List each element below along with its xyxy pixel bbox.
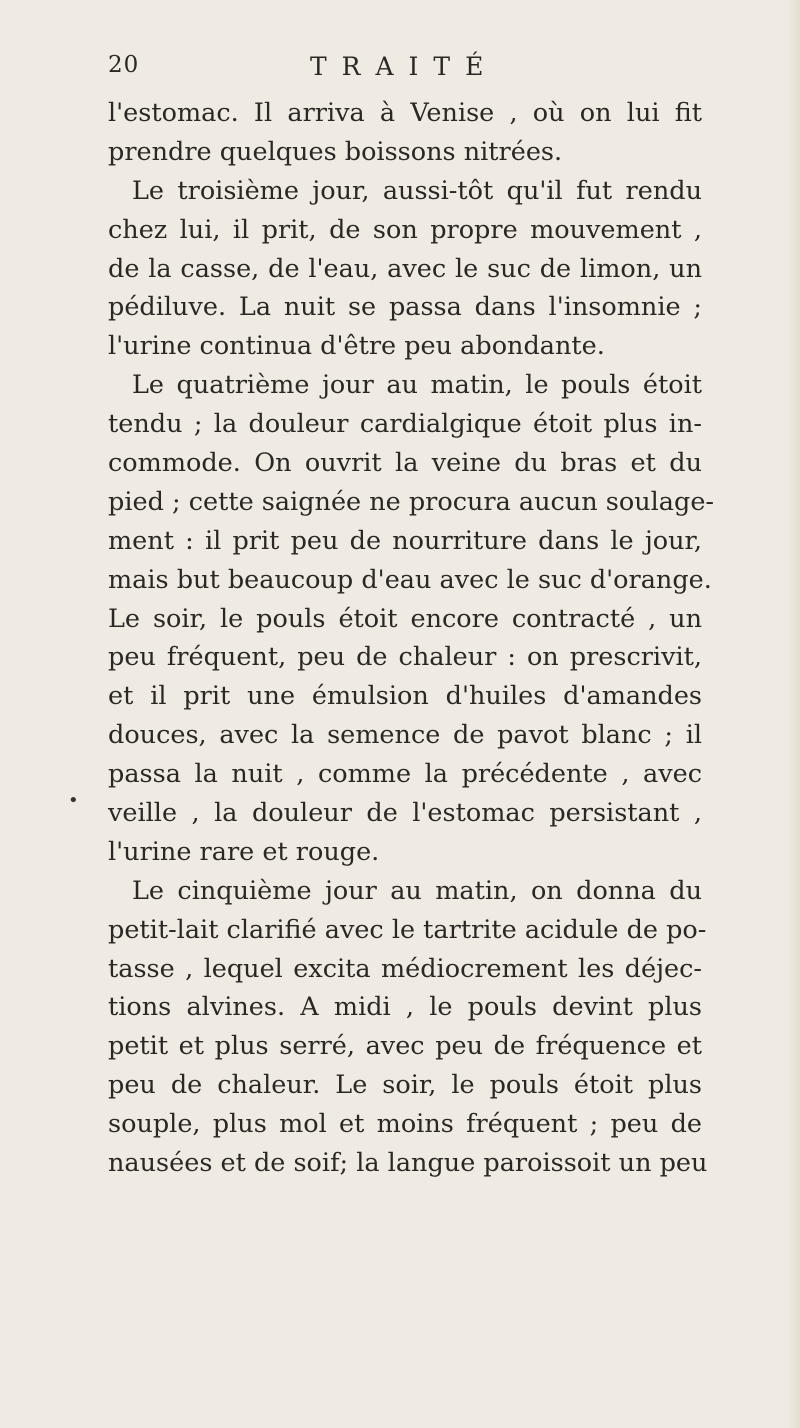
- margin-mark: •: [68, 790, 79, 811]
- page-number: 20: [108, 52, 140, 78]
- text-line: chez lui, il prit, de son propre mouvement ,: [108, 214, 702, 245]
- page-header: [108, 52, 698, 88]
- text-line: mais but beaucoup d'eau avec le suc d'orange.: [108, 564, 712, 595]
- text-line: ment : il prit peu de nourriture dans le jour,: [108, 525, 702, 556]
- text-line: petit-lait clarifié avec le tartrite acidule de po-: [108, 914, 707, 945]
- text-line: commode. On ouvrit la veine du bras et du: [108, 448, 702, 479]
- text-line: nausées et de soif; la langue paroissoit un peu: [108, 1148, 708, 1179]
- text-line: l'urine continua d'être peu abondante.: [108, 331, 605, 362]
- text-line: tions alvines. A midi , le pouls devint plus: [108, 992, 702, 1023]
- text-line: tasse , lequel excita médiocrement les déjec-: [108, 953, 702, 984]
- text-line: pédiluve. La nuit se passa dans l'insomnie ;: [108, 292, 702, 323]
- running-title: TRAITÉ: [310, 52, 499, 81]
- text-line: pied ; cette saignée ne procura aucun soulage-: [108, 486, 715, 517]
- text-line: souple, plus mol et moins fréquent ; peu de: [108, 1109, 702, 1140]
- text-line: Le troisième jour, aussi-tôt qu'il fut rendu: [132, 175, 702, 206]
- text-line: Le quatrième jour au matin, le pouls étoit: [132, 370, 702, 401]
- text-line: peu de chaleur. Le soir, le pouls étoit plus: [108, 1070, 702, 1101]
- text-line: l'urine rare et rouge.: [108, 836, 380, 867]
- text-line: passa la nuit , comme la précédente , avec: [108, 759, 702, 790]
- text-line: et il prit une émulsion d'huiles d'amandes: [108, 681, 702, 712]
- text-line: tendu ; la douleur cardialgique étoit plus in-: [108, 409, 702, 440]
- page-edge: [786, 0, 800, 1428]
- body-text: [108, 94, 715, 1183]
- text-line: prendre quelques boissons nitrées.: [108, 136, 563, 167]
- text-line: veille , la douleur de l'estomac persistant ,: [108, 798, 702, 829]
- text-line: Le soir, le pouls étoit encore contracté , un: [108, 603, 702, 634]
- text-line: l'estomac. Il arriva à Venise , où on lui fit: [108, 98, 702, 128]
- text-line: petit et plus serré, avec peu de fréquence et: [108, 1031, 702, 1062]
- text-line: peu fréquent, peu de chaleur : on prescrivit,: [108, 642, 702, 673]
- text-line: Le cinquième jour au matin, on donna du: [132, 875, 702, 906]
- text-line: de la casse, de l'eau, avec le suc de limon, un: [108, 253, 702, 284]
- text-line: douces, avec la semence de pavot blanc ; il: [108, 720, 702, 751]
